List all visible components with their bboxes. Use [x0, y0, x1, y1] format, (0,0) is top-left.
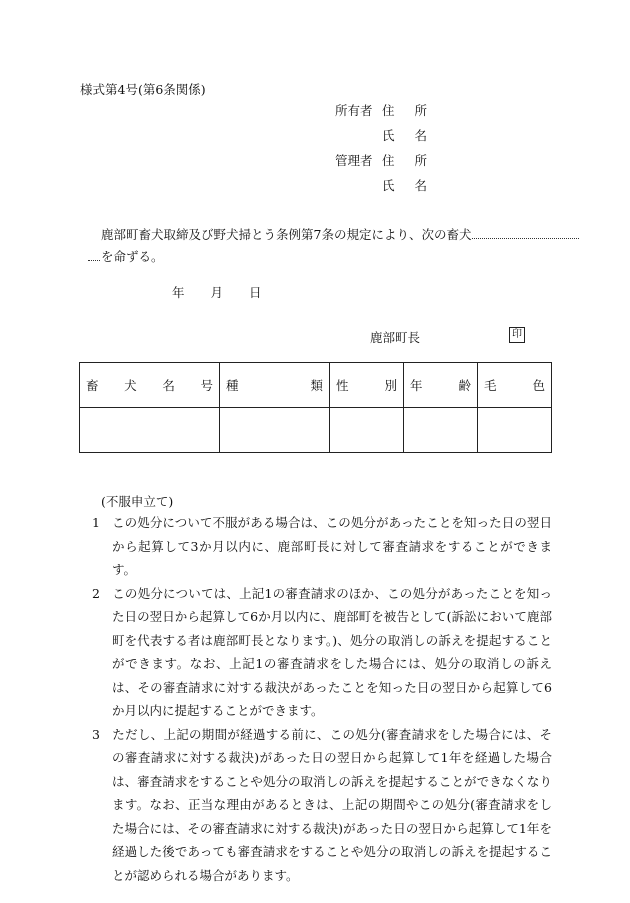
header-char: 別: [384, 378, 397, 393]
header-age-text: [410, 376, 471, 394]
owner-label: 所有者: [335, 103, 373, 118]
appeal-item-3-text: ただし、上記の期間が経過する前に、この処分(審査請求をした場合には、その審査請求に対する裁決)があった日の翌日から起算して1年を経過した場合は、審査請求をすることや処分の取消しの訴えを提起することができなくなります。なお、正当な理由があるときは、上記の期間やこの処分(審査請求をした場合には、その審査請求に対する裁決)があった日の翌日から起算して1年を経過した後であっても審査請求をすることや処分の取消しの訴えを提起することが認められる場合があります。: [112, 726, 552, 883]
blank-fill-line-cont: [88, 250, 100, 261]
order-text-line1: [101, 225, 579, 243]
header-char: 犬: [124, 378, 137, 393]
header-char: 年: [410, 378, 423, 393]
appeal-item-2: [88, 582, 552, 723]
cell-breed: [220, 408, 330, 453]
appeal-item-2-text: この処分については、上記1の審査請求のほか、この処分があったことを知った日の翌日から起算して6か月以内に、鹿部町を被告として(訴訟において鹿部町を代表する者は鹿部町長となります。)、処分の取消しの訴えを提起することができます。なお、上記1の審査請求をした場合には、処分の取消しの訴えは、その審査請求に対する裁決があったことを知った日の翌日から起算して6か月以内に提起することができます。: [112, 585, 552, 718]
header-char: 色: [532, 378, 545, 393]
cell-coat-color: [478, 408, 552, 453]
date-month: 月: [210, 285, 224, 300]
header-sex-text: [336, 376, 397, 394]
owner-address-label: 住 所: [382, 103, 435, 118]
order-text-line2: [88, 247, 164, 265]
header-char: 齢: [458, 378, 471, 393]
order-text: 鹿部町畜犬取締及び野犬掃とう条例第7条の規定により、次の畜犬: [101, 227, 472, 242]
cell-sex: [330, 408, 404, 453]
appeal-notice: [88, 511, 552, 887]
header-char: 号: [200, 378, 213, 393]
table-row: [80, 408, 552, 453]
header-char: 種: [226, 378, 239, 393]
seal-mark: 印: [509, 327, 525, 343]
appeal-item-3: [88, 723, 552, 888]
manager-name-label: 氏 名: [382, 178, 435, 193]
cell-age: [404, 408, 478, 453]
header-char: 性: [336, 378, 349, 393]
manager-label: 管理者: [335, 153, 373, 168]
header-breed: [220, 363, 330, 408]
date-year: 年: [172, 285, 185, 300]
owner-name-label: 氏 名: [382, 128, 435, 143]
appeal-item-3-number: 3: [92, 726, 100, 742]
header-sex: [330, 363, 404, 408]
appeal-item-1-text: この処分について不服がある場合は、この処分があったことを知った日の翌日から起算して3か月以内に、鹿部町長に対して審査請求をすることができます。: [112, 515, 552, 577]
header-breed-text: [226, 376, 323, 394]
manager-address-label: 住 所: [382, 153, 435, 168]
issuer-title: 鹿部町長: [370, 330, 421, 345]
appeal-item-1-number: 1: [92, 515, 100, 530]
appeal-title: (不服申立て): [101, 494, 174, 509]
appeal-item-2-number: 2: [92, 585, 100, 601]
header-char: 畜: [86, 378, 99, 393]
dog-info-table: [79, 362, 552, 453]
appeal-item-1: [88, 511, 552, 582]
header-coat-color: [478, 363, 552, 408]
date-day: 日: [249, 285, 262, 300]
header-char: 毛: [484, 378, 497, 393]
blank-fill-line: [472, 228, 579, 239]
header-dog-name-text: [86, 376, 213, 394]
header-coat-color-text: [484, 376, 545, 394]
date-line: [172, 283, 288, 301]
cell-dog-name: [80, 408, 220, 453]
table-header-row: [80, 363, 552, 408]
header-age: [404, 363, 478, 408]
header-char: 類: [310, 378, 323, 393]
form-number: 様式第4号(第6条関係): [80, 82, 206, 97]
header-dog-name: [80, 363, 220, 408]
order-command: を命ずる。: [101, 249, 164, 264]
header-char: 名: [162, 378, 175, 393]
